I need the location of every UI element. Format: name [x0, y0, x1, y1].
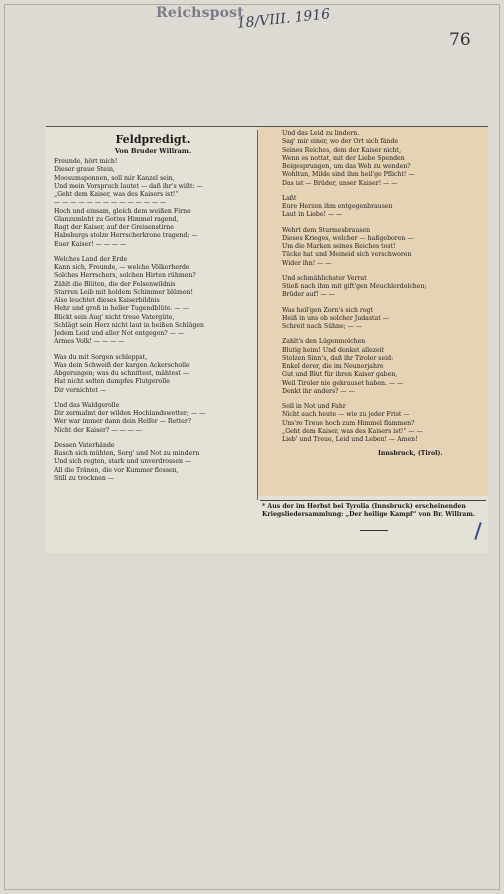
poem-line: Euer Kaiser! — — — — [54, 240, 127, 248]
poem-line: Freunde, hört mich! [54, 158, 118, 165]
poem-line: Was du mit Sorgen schleppst, [54, 353, 148, 361]
poem-line: Brüder auf! — — [282, 291, 335, 299]
poem-line: Und das Waldgerolle [54, 401, 120, 409]
poem-line: Welches Land der Erde [54, 255, 128, 263]
poem-line: Still zu trocknen — [54, 474, 115, 482]
poem-line: Rasch sich mühten, Sorg' und Not zu mindern [54, 450, 200, 457]
poem-line: Wohltun, Milde sind ihm heil'ge Pflicht! — [282, 171, 415, 179]
poem-line: Armes Volk! — — — — [54, 338, 125, 346]
right-column [282, 130, 482, 459]
poem-line: Nicht der Kaiser? — — — — [54, 426, 142, 434]
poem-line: Starren Leib mit holdem Schimmer blümen! [54, 288, 193, 296]
poem-line: Wider ihn! — — [282, 259, 332, 267]
poem-line: Zählt die Blüten, die der Felsenwildnis [54, 280, 176, 288]
footnote-end-rule [360, 530, 388, 531]
page-number: 76 [449, 30, 471, 50]
poem-line: Stieß nach ihm mit gift'gen Meuchlerdolchen; [282, 283, 427, 290]
poem-line: Was dein Schweiß der kargen Ackerscholle [54, 361, 190, 369]
stanza-gap [282, 396, 482, 403]
poem-line: Dessen Vaterhände [54, 441, 115, 449]
poem-line: — — — — — — — — — — — — — — [54, 199, 167, 207]
poem-line: Blutig heim! Und denket allezeit [282, 346, 385, 354]
poem-line: Soll in Not und Fahr [282, 403, 346, 410]
poem-line: Und das Leid zu lindern. [282, 130, 360, 137]
poem-line: Eure Herzen ihm entgegenbrausen [282, 203, 393, 210]
poem-line: Gut und Blut für ihren Kaiser gaben, [282, 371, 398, 379]
poem-line: Dieses Krieges, welcher — haßgeboren — [282, 234, 414, 242]
column-divider [257, 130, 258, 500]
poem-line: Moosumsponnen, soll mir Kanzel sein, [54, 174, 175, 182]
stanza-gap [54, 435, 252, 442]
poem-line: Uns're Treue hoch zum Himmel flammen? [282, 419, 415, 427]
poem-line: Heiß in uns ob solcher Judastat — [282, 314, 389, 322]
poem-line: Und schmählichster Verrat [282, 274, 367, 282]
poem-line: Beigesprungen, um das Weh zu wenden? [282, 163, 411, 170]
stanza-gap [282, 331, 482, 338]
poem-line: Schlägt sein Herz nicht laut in heißen Schlägen [54, 321, 205, 329]
stanza-gap [282, 188, 482, 195]
poem-line: Wehrt dem Sturmesbrausen [282, 226, 371, 234]
poem-line: Dieser graue Stein, [54, 166, 115, 174]
clipping-top-rule [46, 126, 488, 127]
newspaper-stamp: Reichspost [156, 5, 244, 21]
poem-line: „Geht dem Kaiser, was des Kaisers ist!“ — — [282, 427, 423, 435]
stanza-gap [54, 395, 252, 402]
poem-line: Wer war immer dann dein Helfer — Retter? [54, 418, 192, 426]
poem-line: Seines Reiches, dem der Kaiser nicht, [282, 146, 402, 154]
poem-line: Laut in Liebe! — — [282, 211, 343, 219]
poem-line: Nicht auch heute — wie zu jeder Frist — [282, 411, 410, 419]
poem-title: Feldpredigt. [115, 133, 191, 146]
poem-line: Zahlt's den Lügenmolchen [282, 338, 366, 346]
poem-line: All die Tränen, die vor Kummer flossen, [54, 466, 179, 474]
poem-line: Glanzumloht zu Gottes Himmel ragend, [54, 215, 179, 223]
poem-line: „Geht dem Kaiser, was des Kaisers ist!“ [54, 191, 179, 198]
poem-line: Denkt ihr anders? — — [282, 387, 355, 395]
poem-line: Also leuchtet dieses Kaiserbildnis [54, 297, 160, 304]
poem-line: Solches Herrschers, solchen Hirten rühmen? [54, 272, 196, 280]
poem-line: Kann sich, Freunde, — welche Völkerherde [54, 264, 190, 271]
poem-line: Laßt [282, 194, 297, 202]
poem-line: Und mein Vorspruch lautet — daß ihr's wißt: — [54, 182, 203, 190]
right-column-lines [282, 130, 482, 444]
handwritten-date: 18/VIII. 1916 [236, 6, 331, 32]
poem-line: Hehr und groß in heller Tugendblüte. — — [54, 305, 189, 313]
stanza-gap [54, 347, 252, 354]
poem-line: Wenn es nottat, mit der Liebe Spenden [282, 154, 405, 162]
poem-line: Lieb' und Treue, Leid und Leben! — Amen! [282, 436, 418, 443]
poem-line: Hat nicht selten dumpfes Flutgerolle [54, 378, 170, 386]
stanza-gap [54, 249, 252, 256]
poem-line: Stolzen Sinn's, daß ihr Tiroler seid: [282, 354, 394, 362]
poem-line: Das ist — Brüder, unser Kaiser! — — [282, 179, 398, 187]
poem-line: Habsburgs stolze Herrscherkrone tragend; — [54, 232, 198, 240]
footnote-rule [260, 500, 486, 501]
poem-line: Schreit nach Sühne; — — [282, 323, 363, 330]
left-column-lines [54, 158, 252, 483]
poem-line: Blickt sein Aug' nicht treue Vatergüte, [54, 313, 175, 321]
stanza-gap [282, 268, 482, 275]
poem-line: Hoch und einsam, gleich dem weißen Firne [54, 207, 191, 215]
poem-line: Dir zermalmt der wilden Hochlandswetter; — — [54, 410, 206, 417]
poem-line: Jedem Leid und aller Not entgegen? — — [54, 330, 184, 337]
poem-author: Von Bruder Willram. [114, 147, 192, 155]
poem-line: Und sich regten, stark und unverdrossen — [54, 458, 192, 466]
poem-line: Weil Tiroler nie gekrauset haben. — — [282, 379, 404, 387]
poem-line: Abgerungen; was du schnittest, mähtest — [54, 370, 190, 377]
footnote: * Aus der im Herbst bei Tyrolia (Innsbruck) erscheinenden Kriegsliedersammlung: „Der heilige Kampf“ von Br. Willram. [262, 503, 476, 519]
poem-line: Ragt der Kaiser, auf der Greisenstirne [54, 224, 174, 231]
stanza-gap [282, 300, 482, 307]
poem-line: Tücke hat und Meineid sich verschworen [282, 251, 412, 259]
stanza-gap [282, 220, 482, 227]
poem-line: Sag' mir einer, wo der Ort sich fände [282, 138, 399, 146]
left-column [54, 131, 252, 483]
poem-line: Was heil'gen Zorn's sich regt [282, 306, 373, 314]
poem-line: Enkel derer, die im Neunerjahre [282, 363, 384, 370]
poem-line: Um die Marken seines Reiches tost! [282, 243, 396, 250]
poem-line: Dir vernichtet — [54, 386, 107, 394]
signature: Innsbruck, (Tirol). [378, 450, 443, 458]
